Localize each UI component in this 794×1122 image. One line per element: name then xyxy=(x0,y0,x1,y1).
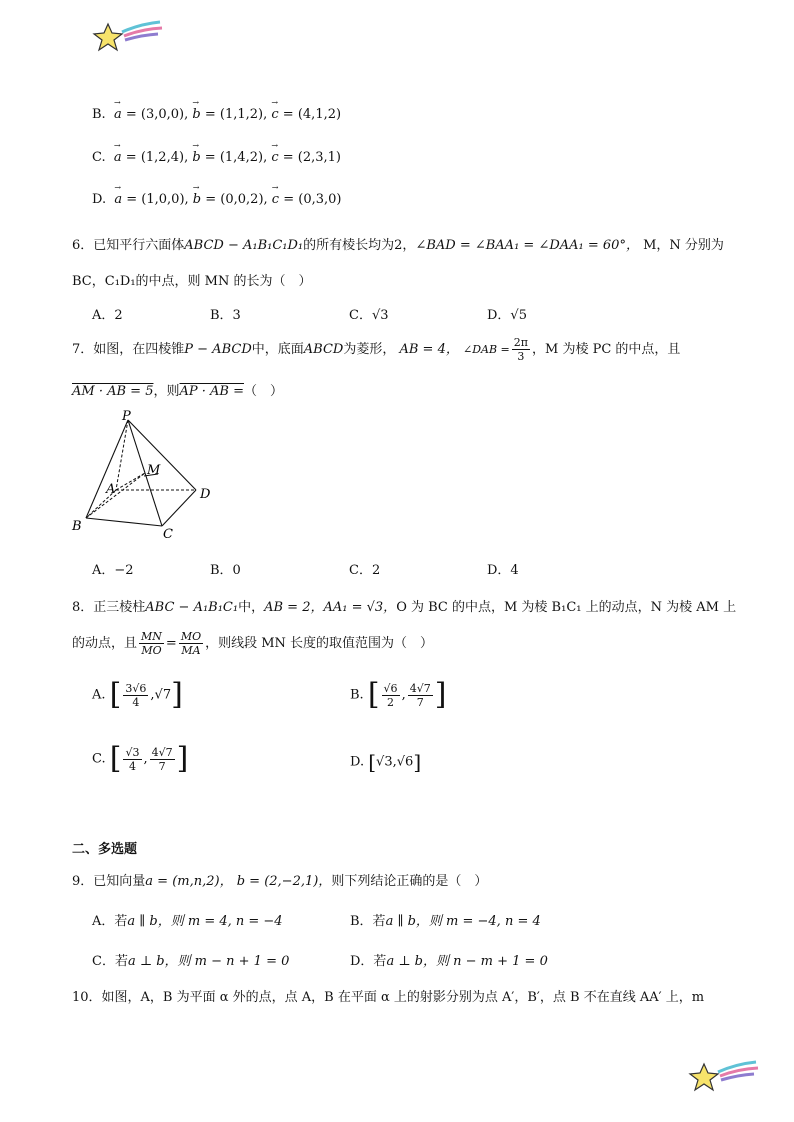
q6-option-c: C．√3 xyxy=(349,308,389,323)
q6-option-a: A．2 xyxy=(92,308,123,323)
shooting-star-icon xyxy=(688,1058,760,1098)
q8-option-b: B. [ $\frac{√6}{2}$ , $\frac{4√7}{7}$ ] xyxy=(350,677,447,712)
q9-option-b: B．若a ∥ b，则 m = −4, n = 4 xyxy=(350,914,541,929)
q7-stem: 7．如图，在四棱锥P − ABCD中，底面ABCD为菱形， AB = 4， ∠DAB = $\frac{2\pi}{3}$ ，M 为棱 PC 的中点，且 xyxy=(72,336,681,363)
figure-label-d: D xyxy=(200,487,211,502)
q7-pyramid-figure xyxy=(70,408,220,543)
q9-option-d: D．若a ⊥ b，则 n − m + 1 = 0 xyxy=(350,954,548,969)
q8-option-c: C. [ $\frac{√3}{4}$ , $\frac{4√7}{7}$ ] xyxy=(92,741,189,776)
q5-option-b: B. → a = (3,0,0), → b = (1,1,2), → c = (4,1,2) xyxy=(92,107,341,122)
q7-option-c: C．2 xyxy=(349,563,381,578)
q7-stem-line2: AM · AB = 5，则AP · AB =（ ） xyxy=(72,384,283,399)
q9-option-a: A．若a ∥ b，则 m = 4, n = −4 xyxy=(92,914,283,929)
q5-option-c: C. → a = (1,2,4), → b = (1,4,2), → c = (2,3,1) xyxy=(92,150,341,165)
section-heading: 二、多选题 xyxy=(72,842,138,857)
q6-option-b: B．3 xyxy=(210,308,241,323)
figure-label-a: A xyxy=(106,482,116,497)
figure-label-c: C xyxy=(163,527,173,542)
q7-option-b: B．0 xyxy=(210,563,241,578)
q6-option-d: D．√5 xyxy=(487,308,527,323)
q6-stem: 6．已知平行六面体ABCD − A₁B₁C₁D₁的所有棱长均为2，∠BAD = ∠BAA₁ = ∠DAA₁ = 60°， M，N 分别为 xyxy=(72,238,724,253)
figure-label-m: M xyxy=(147,463,161,478)
q8-option-d: D. [√3,√6] xyxy=(350,750,422,774)
shooting-star-icon xyxy=(92,18,164,58)
q6-stem-line2: BC，C₁D₁的中点，则 MN 的长为（ ） xyxy=(72,274,312,289)
q7-option-d: D．4 xyxy=(487,563,519,578)
figure-label-p: P xyxy=(122,409,131,424)
q9-stem: 9．已知向量a = (m,n,2)， b = (2,−2,1)，则下列结论正确的是（ ） xyxy=(72,874,488,889)
figure-label-b: B xyxy=(72,519,82,534)
q9-option-c: C．若a ⊥ b，则 m − n + 1 = 0 xyxy=(92,954,290,969)
q8-option-a: A. [ $\frac{3√6}{4}$ ,√7] xyxy=(92,677,183,712)
q5-option-d: D. → a = (1,0,0), → b = (0,0,2), → c = (0,3,0) xyxy=(92,192,341,207)
q8-stem: 8．正三棱柱ABC − A₁B₁C₁中，AB = 2，AA₁ = √3，O 为 BC 的中点，M 为棱 B₁C₁ 上的动点，N 为棱 AM 上 xyxy=(72,600,737,615)
q8-stem-line2: 的动点，且 $\frac{MN}{MO}$ = $\frac{MO}{MA}$ ，则线段 MN 长度的取值范围为（ ） xyxy=(72,630,434,657)
q10-stem: 10．如图，A，B 为平面 α 外的点，点 A，B 在平面 α 上的射影分别为点 A′，B′，点 B 不在直线 AA′ 上，m xyxy=(72,990,705,1005)
q7-option-a: A．−2 xyxy=(92,563,134,578)
